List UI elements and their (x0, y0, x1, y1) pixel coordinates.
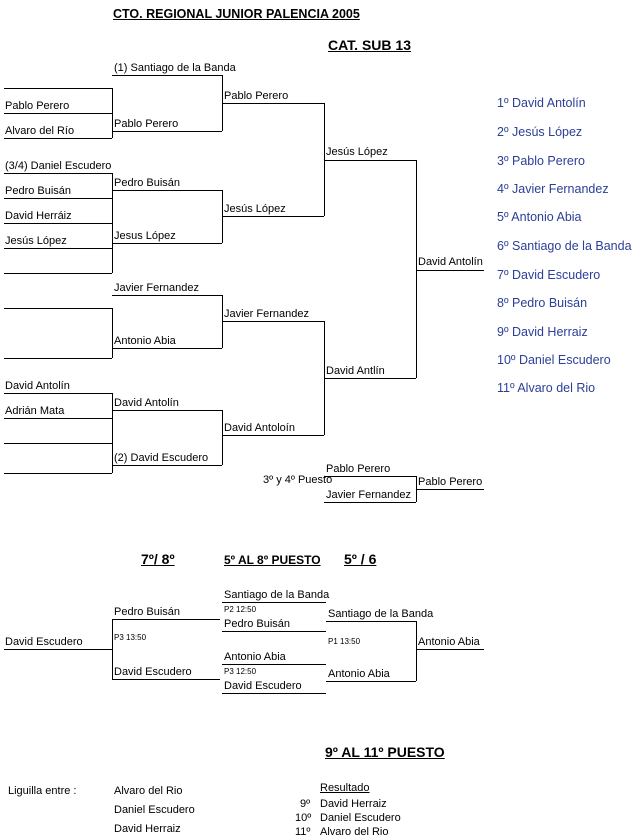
bracket-entry: David Antlín (326, 365, 385, 377)
bracket-line (324, 160, 416, 161)
bracket-line (4, 649, 112, 650)
bracket-line (222, 321, 324, 322)
match-code: P3 13:50 (114, 633, 147, 642)
bracket-line (4, 223, 112, 224)
bracket-entry: Javier Fernandez (114, 282, 199, 294)
bracket-line (112, 131, 222, 132)
liguilla-label: Liguilla entre : (8, 785, 77, 797)
bracket-line (112, 465, 222, 466)
result-position: 10º (295, 812, 312, 824)
bracket-line (4, 308, 112, 309)
bracket-entry: Antonio Abia (114, 335, 176, 347)
bracket-line (222, 631, 326, 632)
match-code: P3 12:50 (224, 667, 257, 676)
lower-center-top2: Pedro Buisán (224, 618, 291, 630)
bracket-line (222, 602, 326, 603)
bracket-entry: David Antolín (5, 380, 70, 392)
bracket-champion: David Antolín (418, 256, 483, 268)
bracket-line (222, 693, 326, 694)
bracket-line (112, 393, 113, 443)
bracket-line (324, 378, 416, 379)
ranking-item: 7º David Escudero (497, 268, 601, 282)
title-5-8: 5º AL 8º PUESTO (224, 553, 321, 567)
bracket-line (4, 473, 112, 474)
bracket-entry: Pablo Perero (114, 118, 179, 130)
lower-right-top: Santiago de la Banda (328, 608, 434, 620)
result-name: Daniel Escudero (320, 812, 401, 824)
bracket-entry: Javier Fernandez (224, 308, 309, 320)
third-place-caption: 3º y 4º Puesto (263, 474, 333, 486)
bracket-line (416, 489, 484, 490)
liguilla-player: Alvaro del Rio (114, 785, 183, 797)
bracket-entry: Pablo Perero (5, 100, 70, 112)
bracket-line (112, 75, 222, 76)
lower-left-bottom: David Escudero (114, 666, 192, 678)
ranking-item: 9º David Herraiz (497, 325, 588, 339)
bracket-entry: David Antolín (114, 397, 179, 409)
bracket-entry: Pedro Buisán (114, 177, 181, 189)
bracket-entry: Jesus López (114, 230, 176, 242)
ranking-item: 10º Daniel Escudero (497, 353, 611, 367)
ranking-item: 3º Pablo Perero (497, 154, 585, 168)
third-place-winner: Pablo Perero (418, 476, 483, 488)
third-place-top: Pablo Perero (326, 463, 391, 475)
bracket-line (112, 243, 222, 244)
match-code: P2 12:50 (224, 605, 257, 614)
bracket-line (112, 190, 222, 191)
bracket-line (112, 619, 220, 620)
bracket-line (112, 443, 113, 473)
bracket-line (112, 679, 220, 680)
bracket-entry: (3/4) Daniel Escudero (5, 160, 112, 172)
bracket-entry: Alvaro del Río (5, 125, 75, 137)
ranking-item: 4º Javier Fernandez (497, 182, 609, 196)
bracket-entry: David Herráiz (5, 210, 72, 222)
bracket-line (222, 410, 223, 465)
bracket-line (416, 649, 484, 650)
bracket-line (112, 619, 113, 679)
bracket-line (112, 223, 113, 273)
bracket-entry: Adrián Mata (5, 405, 65, 417)
ranking-item: 6º Santiago de la Banda (497, 239, 632, 253)
ranking-item: 1º David Antolín (497, 96, 586, 110)
bracket-line (4, 443, 112, 444)
result-name: Alvaro del Rio (320, 826, 389, 838)
bracket-line (416, 160, 417, 378)
bracket-line (324, 476, 416, 477)
bracket-line (4, 248, 112, 249)
result-position: 11º (295, 826, 311, 838)
bracket-line (4, 198, 112, 199)
title-7-8: 7º/ 8º (141, 551, 175, 567)
ranking-item: 11º Alvaro del Rio (497, 381, 596, 395)
lower-right-bottom: Antonio Abia (328, 668, 390, 680)
bracket-entry: Jesús López (326, 146, 388, 158)
bracket-line (4, 393, 112, 394)
lower-right-winner: Antonio Abia (418, 636, 480, 648)
bracket-line (112, 348, 222, 349)
bracket-line (4, 273, 112, 274)
lower-left-top: Pedro Buisán (114, 606, 181, 618)
lower-center-bot1: Antonio Abia (224, 651, 286, 663)
bracket-line (222, 664, 326, 665)
lower-center-top1: Santiago de la Banda (224, 589, 330, 601)
bracket-entry: David Antoloín (224, 422, 295, 434)
bracket-entry: Jesús López (224, 203, 286, 215)
bracket-entry: Pedro Buisán (5, 185, 72, 197)
ranking-item: 8º Pedro Buisán (497, 296, 588, 310)
bracket-line (4, 113, 112, 114)
result-name: David Herraiz (320, 798, 387, 810)
bracket-line (222, 435, 324, 436)
bracket-line (416, 621, 417, 681)
bracket-line (112, 410, 222, 411)
result-position: 9º (300, 798, 311, 810)
bracket-line (222, 103, 324, 104)
liguilla-player: Daniel Escudero (114, 804, 195, 816)
liguilla-player: David Herraiz (114, 823, 181, 835)
lower-center-bot2: David Escudero (224, 680, 302, 692)
match-code: P1 13:50 (328, 637, 361, 646)
bracket-line (416, 270, 484, 271)
bracket-line (326, 681, 416, 682)
title-5-6: 5º / 6 (344, 551, 377, 567)
bracket-line (112, 295, 222, 296)
bracket-line (326, 621, 416, 622)
bracket-line (4, 358, 112, 359)
bracket-line (4, 418, 112, 419)
bracket-entry: (1) Santiago de la Banda (114, 62, 236, 74)
category-title: CAT. SUB 13 (328, 37, 411, 53)
bracket-line (4, 138, 112, 139)
bracket-entry: Pablo Perero (224, 90, 289, 102)
lower-left-entry: David Escudero (5, 636, 83, 648)
bracket-entry: (2) David Escudero (114, 452, 209, 464)
bracket-line (112, 308, 113, 358)
page-title: CTO. REGIONAL JUNIOR PALENCIA 2005 (113, 7, 360, 21)
result-header: Resultado (320, 782, 370, 794)
bracket-entry: Jesús López (5, 235, 67, 247)
third-place-bottom: Javier Fernandez (326, 489, 411, 501)
ranking-item: 2º Jesús López (497, 125, 583, 139)
title-9-11: 9º AL 11º PUESTO (325, 744, 445, 760)
bracket-line (112, 173, 113, 223)
bracket-line (324, 502, 416, 503)
bracket-line (222, 216, 324, 217)
bracket-line (4, 88, 112, 89)
bracket-line (4, 173, 112, 174)
ranking-item: 5º Antonio Abia (497, 210, 582, 224)
